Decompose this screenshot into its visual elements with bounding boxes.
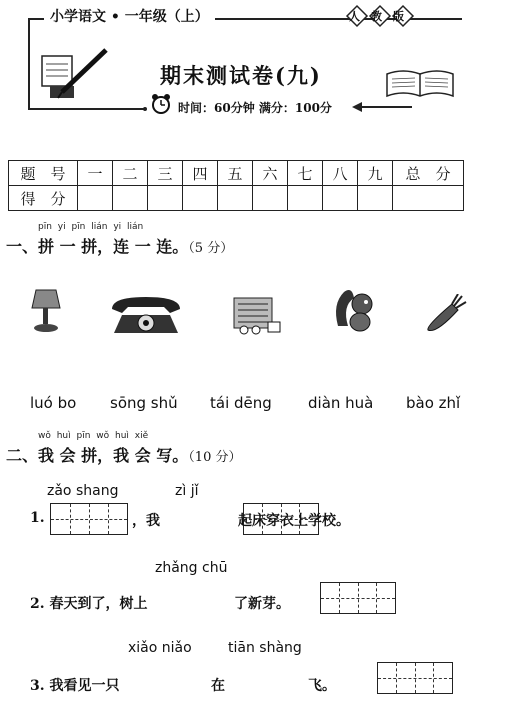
- alarm-clock-icon: [150, 93, 172, 115]
- telephone-icon[interactable]: [108, 295, 184, 337]
- option-baozhi[interactable]: bào zhǐ: [406, 394, 461, 412]
- score-input[interactable]: [113, 186, 148, 211]
- score-input[interactable]: [78, 186, 113, 211]
- q1-answer-box-a[interactable]: [50, 503, 128, 535]
- score-input[interactable]: [393, 186, 464, 211]
- q1-mid-text: ，我: [132, 513, 160, 529]
- section1-title: [6, 234, 233, 257]
- score-input[interactable]: [148, 186, 183, 211]
- q2-pinyin: zhǎng chū: [155, 560, 228, 576]
- q3-tail-text: 飞。: [308, 678, 336, 694]
- table-cell: 七: [288, 161, 323, 186]
- q3-pinyin-b: tiān shàng: [228, 640, 302, 656]
- table-cell: 总 分: [393, 161, 464, 186]
- section2-pinyin: wǒ huì pīn wǒ huì xiě: [38, 431, 149, 441]
- open-book-icon: [385, 66, 455, 100]
- table-cell: 九: [358, 161, 393, 186]
- section1-title-text: 一、拼 一 拼，连 一 连。: [6, 237, 189, 256]
- table-cell: 得 分: [9, 186, 78, 211]
- table-cell: 一: [78, 161, 113, 186]
- carrot-icon[interactable]: [422, 294, 468, 334]
- option-taideng[interactable]: tái dēng: [210, 394, 272, 412]
- q2-tail-text: 了新芽。: [234, 596, 290, 612]
- score-input[interactable]: [358, 186, 393, 211]
- lamp-icon[interactable]: [30, 288, 62, 334]
- score-input[interactable]: [183, 186, 218, 211]
- q3-text: 3. 我看见一只: [30, 678, 120, 694]
- table-cell: 六: [253, 161, 288, 186]
- section2-points: （10 分）: [188, 450, 242, 465]
- section2-title: [6, 443, 241, 466]
- section1-points: （5 分）: [188, 241, 234, 256]
- score-input[interactable]: [253, 186, 288, 211]
- score-value-row: [9, 186, 464, 211]
- q1-pinyin-a: zǎo shang: [47, 483, 119, 499]
- table-cell: 八: [323, 161, 358, 186]
- table-cell: 四: [183, 161, 218, 186]
- q1-tail-text: 起床穿衣上学校。: [238, 513, 350, 529]
- option-dianhua[interactable]: diàn huà: [308, 394, 374, 412]
- score-table: [8, 160, 464, 211]
- page-title: 期末测试卷(九): [160, 63, 322, 88]
- option-luobo[interactable]: luó bo: [30, 394, 77, 412]
- q3-mid-text: 在: [211, 678, 225, 694]
- score-header-row: [9, 161, 464, 186]
- q1-pinyin-b: zì jǐ: [175, 483, 199, 499]
- squirrel-icon[interactable]: [332, 286, 378, 334]
- score-input[interactable]: [323, 186, 358, 211]
- q3-pinyin-a: xiǎo niǎo: [128, 640, 192, 656]
- series-label: 小学语文 • 一年级（上）: [44, 6, 215, 26]
- table-cell: 五: [218, 161, 253, 186]
- q2-answer-box[interactable]: [320, 582, 396, 614]
- q2-text: 2. 春天到了，树上: [30, 596, 148, 612]
- score-input[interactable]: [218, 186, 253, 211]
- left-rule: [98, 107, 148, 111]
- table-cell: 二: [113, 161, 148, 186]
- section2-title-text: 二、我 会 拼，我 会 写。: [6, 446, 189, 465]
- newspaper-icon[interactable]: [230, 292, 282, 336]
- right-arrow-icon: [352, 102, 412, 112]
- exam-info: 时间：60分钟 满分：100分: [178, 101, 332, 115]
- section1-pinyin: pīn yi pīn lián yi lián: [38, 222, 144, 232]
- header-frame-left: [28, 18, 30, 108]
- q1-number: 1.: [30, 510, 45, 526]
- q3-answer-box-a[interactable]: [377, 662, 453, 694]
- table-cell: 三: [148, 161, 183, 186]
- header-frame-bottom: [28, 108, 98, 110]
- option-songshu[interactable]: sōng shǔ: [110, 394, 178, 412]
- edition-text: 人教版: [349, 10, 415, 23]
- pen-paper-icon: [40, 42, 112, 102]
- score-input[interactable]: [288, 186, 323, 211]
- table-cell: 题 号: [9, 161, 78, 186]
